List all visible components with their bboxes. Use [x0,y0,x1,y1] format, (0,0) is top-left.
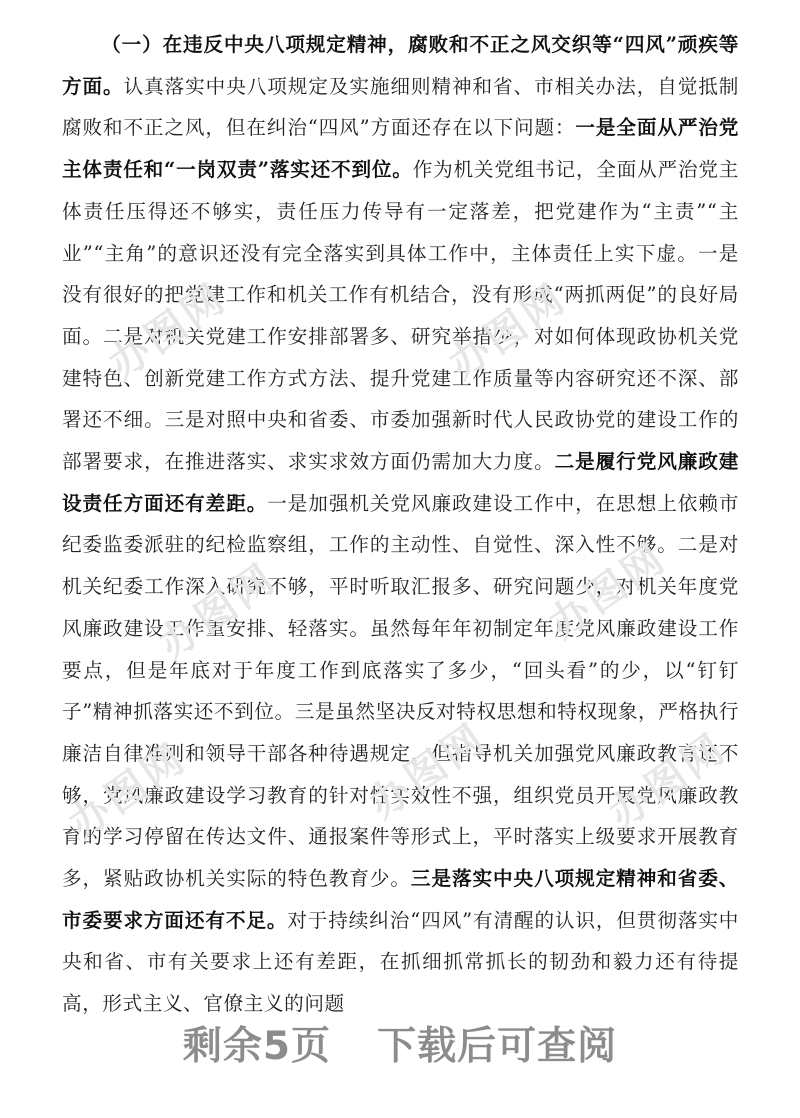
watermark: 办图网 [600,724,736,839]
watermark: 办图网 [540,534,676,649]
watermark: 办图网 [360,714,496,829]
watermark: 办图网 [60,734,196,849]
point-three-heading: 三是落实中央八项规定精神和省委、市委要求方面还有不足。 [62,867,739,932]
point-one-heading: 一是全面从严治党主体责任和“一岗双责”落实还不到位。 [62,116,739,182]
point-two-heading: 二是履行党风廉政建设责任方面还有差距。 [62,450,740,515]
section-heading: （一）在违反中央八项规定精神，腐败和不正之风交织等“四风”顽疾等方面。 [62,33,739,98]
watermark: 办图网 [150,554,286,669]
download-prompt-banner[interactable] [0,1015,800,1071]
paragraph-text-3: 一是加强机关党风廉政建设工作中，在思想上依赖市纪委监委派驻的纪检监察组，工作的主动性、自觉性、深入性不够。二是对机关纪委工作深入研究不够，平时听取汇报多、研究问题少，对机关年度党风廉政建设工作重安排、轻落实。虽然每年年初制定年度党风廉政建设工作要点，但是年底对于年度工作到底落实了多少，“回头看”的少，以“钉钉子”精神抓落实还不到位。三是虽然坚决反对特权思想和特权现象，严格执行廉洁自律准则和领导干部各种待遇规定，但指导机关加强党风廉政教育还不够，党风廉政建设学习教育的针对性实效性不强，组织党员开展党风廉政教育的学习停留在传达文件、通报案件等形式上，平时落实上级要求开展教育多，紧贴政协机关实际的特色教育少。 [62,491,740,891]
paragraph-text-1: 认真落实中央八项规定及实施细则精神和省、市相关办法，自觉抵制腐败和不正之风，但在纠治“四风”方面还存在以下问题： [62,74,739,140]
paragraph-text-4: 对于持续纠治“四风”有清醒的认识，但贯彻落实中央和省、市有关要求上还有差距，在抓细抓常抓长的韧劲和毅力还有待提高，形式主义、官僚主义的问题 [62,908,739,1016]
download-to-view-label: 下载后可查阅 [377,1024,618,1069]
remaining-pages-label: 剩余5页 [182,1024,332,1069]
paragraph-text-2: 作为机关党组书记，全面从严治党主体责任压得还不够实，责任压力传导有一定落差，把党建作为“主责”“主业”“主角”的意识还没有完全落实到具体工作中，主体责任上实下虚。一是没有很好的把党建工作和机关工作有机结合，没有形成“两抓两促”的良好局面。二是对机关党建工作安排部署多、研究举措少，对如何体现政协机关党建特色、创新党建工作方式方法、提升党建工作质量等内容研究还不深、部署还不细。三是对照中央和省委、市委加强新时代人民政协党的建设工作的部署要求，在推进落实、求实求效方面仍需加大力度。 [62,158,739,474]
body-paragraph [62,24,739,1025]
watermark: 办图网 [440,274,576,389]
watermark: 办图网 [100,274,236,389]
